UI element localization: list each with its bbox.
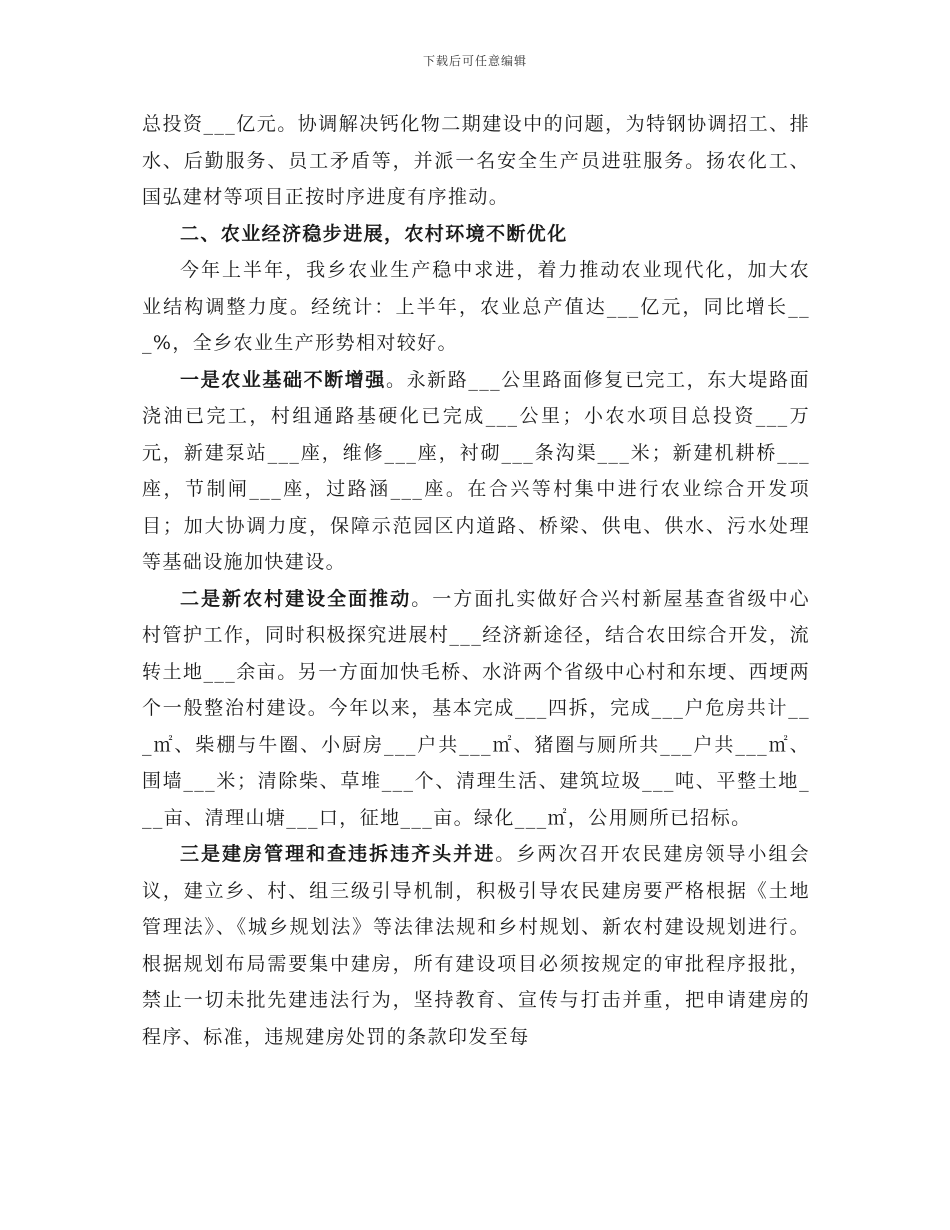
page-header-note: 下载后可任意编辑 (422, 54, 527, 68)
document-body (142, 106, 810, 1055)
paragraph-lead-housing: 三是建房管理和查违拆违齐头并进 (180, 843, 496, 865)
section-heading-agriculture: 二、农业经济稳步进展，农村环境不断优化 (180, 222, 568, 245)
paragraph-lead-infrastructure: 一是农业基础不断增强 (180, 368, 386, 391)
paragraph-text-new-village: 。一方面扎实做好合兴村新屋基查省级中心村管护工作，同时积极探究进展村___经济新途径，结合农田综合开发，流转土地___余亩。另一方面加快毛桥、水浒两个省级中心村和东埂、西埂两个一般整治村建设。今年以来，基本完成___四拆，完成___户危房共计___㎡、柴棚与牛圈、小厨房___户共___㎡、猪圈与厕所共___户共___㎡、围墙___米；清除柴、草堆___个、清理生活、建筑垃圾___吨、平整土地___亩、清理山塘___口，征地___亩。绿化___㎡，公用厕所已招标。 (142, 587, 810, 829)
paragraph-housing-management (142, 836, 810, 1055)
paragraph-text-infrastructure: 。永新路___公里路面修复已完工，东大堤路面浇油已完工，村组通路基硬化已完成___公里；小农水项目总投资___万元，新建泵站___座，维修___座，衬砌___条沟渠___米；新建机耕桥___座，节制闸___座，过路涵___座。在合兴等村集中进行农业综合开发项目；加大协调力度，保障示范园区内道路、桥梁、供电、供水、污水处理等基础设施加快建设。 (142, 368, 810, 573)
paragraph-lead-new-village: 二是新农村建设全面推动 (180, 587, 412, 610)
paragraph-new-village (142, 581, 810, 837)
paragraph-investment: 总投资___亿元。协调解决钙化物二期建设中的问题，为特钢协调招工、排水、后勤服务、员工矛盾等，并派一名安全生产员进驻服务。扬农化工、国弘建材等项目正按时序进度有序推动。 (142, 113, 810, 208)
paragraph-agri-summary: 今年上半年，我乡农业生产稳中求进，着力推动农业现代化，加大农业结构调整力度。经统计：上半年，农业总产值达___亿元，同比增长___%，全乡农业生产形势相对较好。 (142, 259, 810, 354)
paragraph-agri-infrastructure (142, 362, 810, 581)
paragraph-text-housing: 。乡两次召开农民建房领导小组会议，建立乡、村、组三级引导机制，积极引导农民建房要严格根据《土地管理法》、《城乡规划法》等法律法规和乡村规划、新农村建设规划进行。根据规划布局需要集中建房，所有建设项目必须按规定的审批程序报批，禁止一切未批先建违法行为，坚持教育、宣传与打击并重，把申请建房的程序、标准，违规建房处罚的条款印发至每 (142, 843, 810, 1048)
